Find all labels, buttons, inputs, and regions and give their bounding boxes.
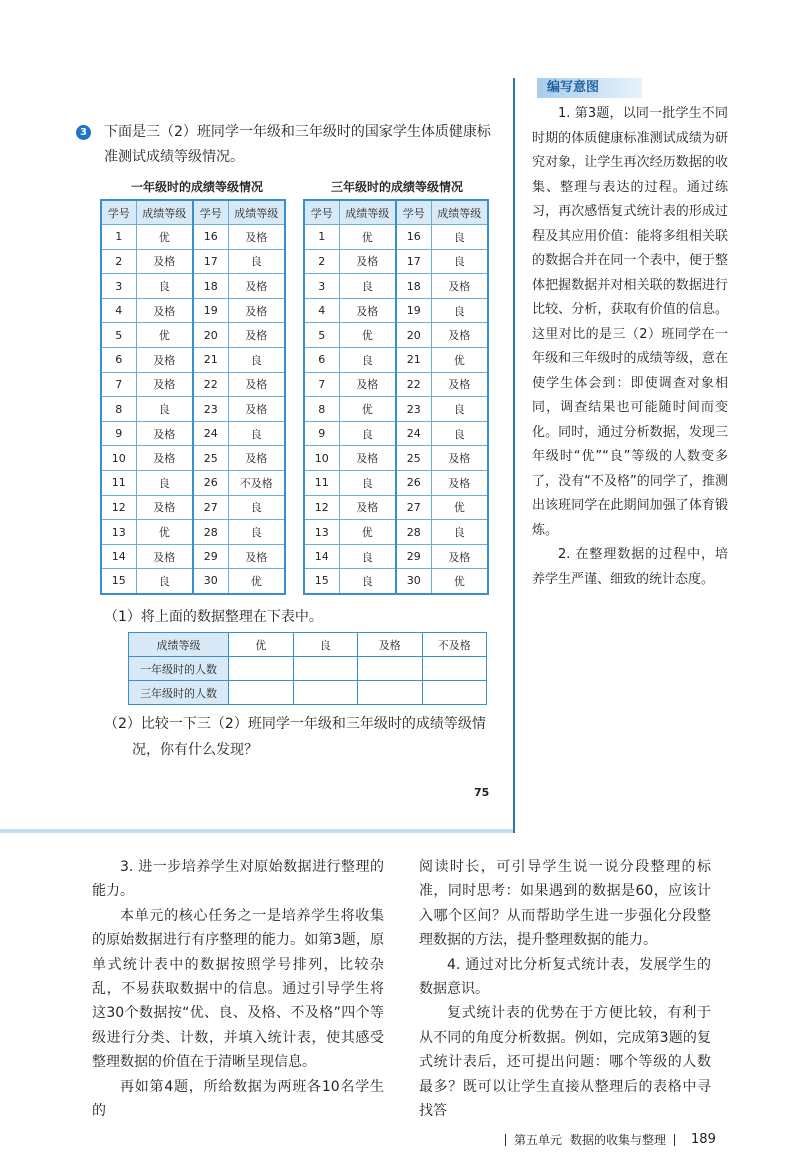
grade-level-cell: 良	[431, 225, 488, 250]
student-id-cell: 1	[101, 225, 136, 250]
grade-level-cell: 优	[228, 569, 285, 594]
grade-row	[101, 397, 285, 422]
grade-header-cell: 学号	[396, 200, 431, 225]
summary-empty-cell	[422, 657, 487, 681]
grade-level-cell: 优	[431, 495, 488, 520]
grade-header-cell: 学号	[193, 200, 228, 225]
question-2	[104, 711, 504, 763]
textbook-page-number: 75	[474, 786, 490, 799]
textbook-page-figure	[0, 78, 515, 833]
grade3-table-title: 三年级时的成绩等级情况	[331, 180, 464, 194]
student-id-cell: 11	[304, 471, 339, 496]
student-id-cell: 18	[193, 274, 228, 299]
grade-row	[101, 544, 285, 569]
problem-3	[76, 120, 501, 170]
student-id-cell: 5	[304, 323, 339, 348]
student-id-cell: 6	[304, 348, 339, 373]
student-id-cell: 25	[396, 446, 431, 471]
student-id-cell: 18	[396, 274, 431, 299]
grade-row	[304, 569, 488, 594]
grade-row	[304, 421, 488, 446]
summary-header-cell: 及格	[358, 633, 423, 657]
grade-row	[304, 471, 488, 496]
student-id-cell: 19	[396, 298, 431, 323]
grade-level-cell: 及格	[228, 397, 285, 422]
grade-row	[304, 298, 488, 323]
grade-level-cell: 良	[431, 298, 488, 323]
body-paragraph: 3. 进一步培养学生对原始数据进行整理的能力。	[92, 859, 384, 900]
student-id-cell: 2	[304, 249, 339, 274]
body-paragraph: 阅读时长，可引导学生说一说分段整理的标准，同时思考：如果遇到的数据是60，应该计入哪个区间？从而帮助学生进一步强化分段整理数据的方法，提升整理数据的能力。	[419, 859, 711, 949]
student-id-cell: 10	[101, 446, 136, 471]
student-id-cell: 16	[396, 225, 431, 250]
student-id-cell: 29	[396, 544, 431, 569]
grade-level-cell: 优	[339, 323, 396, 348]
grade-row	[304, 249, 488, 274]
summary-header-cell: 优	[229, 633, 294, 657]
grade-row	[101, 520, 285, 545]
problem-text-line1: 下面是三（2）班同学一年级和三年级时的国家学生体质健康标	[104, 124, 491, 140]
grade-level-cell: 良	[339, 421, 396, 446]
student-id-cell: 28	[396, 520, 431, 545]
student-id-cell: 17	[396, 249, 431, 274]
student-id-cell: 21	[193, 348, 228, 373]
grade-level-cell: 优	[431, 569, 488, 594]
student-id-cell: 24	[396, 421, 431, 446]
grade-level-cell: 良	[431, 249, 488, 274]
grade-header-cell: 成绩等级	[431, 200, 488, 225]
grade-row	[101, 298, 285, 323]
grade-level-cell: 良	[431, 421, 488, 446]
grade-level-cell: 良	[136, 397, 193, 422]
student-id-cell: 20	[193, 323, 228, 348]
grade-row	[304, 446, 488, 471]
grade-header-cell: 成绩等级	[136, 200, 193, 225]
grade-level-cell: 及格	[136, 421, 193, 446]
footer-divider	[505, 1134, 506, 1146]
page-footer	[505, 1131, 716, 1148]
summary-row-label: 一年级时的人数	[129, 657, 229, 681]
student-id-cell: 4	[304, 298, 339, 323]
student-id-cell: 2	[101, 249, 136, 274]
grade1-table	[100, 199, 286, 595]
student-id-cell: 12	[304, 495, 339, 520]
grade-header-row	[304, 200, 488, 225]
grade-row	[304, 495, 488, 520]
student-id-cell: 12	[101, 495, 136, 520]
grade-level-cell: 良	[339, 471, 396, 496]
summary-empty-cell	[229, 681, 294, 705]
side-note-title: 编写意图	[537, 78, 642, 98]
grade-level-cell: 良	[228, 421, 285, 446]
grade-level-cell: 及格	[136, 348, 193, 373]
student-id-cell: 3	[304, 274, 339, 299]
student-id-cell: 29	[193, 544, 228, 569]
summary-header-cell: 成绩等级	[129, 633, 229, 657]
grade-level-cell: 及格	[228, 323, 285, 348]
body-paragraph: 再如第4题，所给数据为两班各10名学生的	[92, 1078, 384, 1120]
grade-row	[304, 323, 488, 348]
grade-level-cell: 及格	[136, 495, 193, 520]
student-id-cell: 23	[396, 397, 431, 422]
grade-row	[304, 225, 488, 250]
grade-level-cell: 及格	[136, 446, 193, 471]
student-id-cell: 15	[101, 569, 136, 594]
grade-level-cell: 及格	[228, 372, 285, 397]
grade-level-cell: 优	[431, 348, 488, 373]
summary-empty-cell	[358, 657, 423, 681]
grade-level-cell: 及格	[339, 372, 396, 397]
student-id-cell: 14	[304, 544, 339, 569]
student-id-cell: 7	[304, 372, 339, 397]
body-column-right	[419, 855, 711, 1123]
student-id-cell: 13	[304, 520, 339, 545]
grade-row	[101, 323, 285, 348]
grade-level-cell: 良	[431, 520, 488, 545]
grade-row	[101, 274, 285, 299]
grade-level-cell: 优	[136, 225, 193, 250]
grade-header-cell: 学号	[304, 200, 339, 225]
page-edge	[0, 829, 513, 833]
grade-level-cell: 良	[136, 569, 193, 594]
student-id-cell: 17	[193, 249, 228, 274]
grade-row	[304, 544, 488, 569]
grade-level-cell: 及格	[228, 274, 285, 299]
grade-level-cell: 良	[228, 249, 285, 274]
grade-header-cell: 成绩等级	[339, 200, 396, 225]
grade-level-cell: 优	[339, 225, 396, 250]
question-1: （1）将上面的数据整理在下表中。	[104, 609, 323, 625]
student-id-cell: 21	[396, 348, 431, 373]
grade-header-cell: 学号	[101, 200, 136, 225]
student-id-cell: 3	[101, 274, 136, 299]
student-id-cell: 22	[193, 372, 228, 397]
student-id-cell: 30	[396, 569, 431, 594]
summary-header-cell: 良	[293, 633, 358, 657]
student-id-cell: 13	[101, 520, 136, 545]
grade-level-cell: 及格	[339, 446, 396, 471]
grade-row	[304, 397, 488, 422]
summary-row-label: 三年级时的人数	[129, 681, 229, 705]
side-note-paragraph: 1. 第3题，以同一批学生不同时期的体质健康标准测试成绩为研究对象，让学生再次经历数据的收集、整理与表达的过程。通过练习，再次感悟复式统计表的形成过程及其应用价值：能将多组相关联的数据合并在同一个表中，便于整体把握数据并对相关联的数据进行比较、分析，获取有价值的信息。这里对比的是三（2）班同学在一年级和三年级时的成绩等级，意在使学生体会到：即使调查对象相同，调查结果也可能随时间而变化。同时，通过分析数据，发现三年级时“优”“良”等级的人数变多了，没有“不及格”的同学了，推测出该班同学在此期间加强了体育锻炼。	[532, 106, 728, 538]
grade-row	[101, 348, 285, 373]
side-notes	[532, 102, 728, 592]
student-id-cell: 30	[193, 569, 228, 594]
grade-row	[101, 372, 285, 397]
student-id-cell: 19	[193, 298, 228, 323]
summary-table	[128, 632, 487, 705]
grade-row	[101, 495, 285, 520]
grade-header-row	[101, 200, 285, 225]
summary-header-row	[129, 633, 487, 657]
student-id-cell: 1	[304, 225, 339, 250]
student-id-cell: 14	[101, 544, 136, 569]
footer-unit: 第五单元	[514, 1133, 563, 1147]
student-id-cell: 8	[101, 397, 136, 422]
footer-divider	[674, 1134, 675, 1146]
grade-level-cell: 及格	[339, 495, 396, 520]
student-id-cell: 11	[101, 471, 136, 496]
student-id-cell: 9	[101, 421, 136, 446]
problem-text-line2: 准测试成绩等级情况。	[104, 149, 244, 165]
grade-level-cell: 及格	[228, 298, 285, 323]
grade-row	[304, 372, 488, 397]
grade-row	[101, 249, 285, 274]
grade-level-cell: 良	[136, 274, 193, 299]
summary-row-grade1	[129, 657, 487, 681]
summary-empty-cell	[358, 681, 423, 705]
grade-level-cell: 及格	[431, 471, 488, 496]
grade1-table-title: 一年级时的成绩等级情况	[131, 180, 264, 194]
grade-level-cell: 良	[228, 348, 285, 373]
question-2-line1: （2）比较一下三（2）班同学一年级和三年级时的成绩等级情	[104, 716, 486, 732]
grade-level-cell: 及格	[339, 249, 396, 274]
grade-level-cell: 及格	[431, 544, 488, 569]
summary-header-cell: 不及格	[422, 633, 487, 657]
grade-level-cell: 良	[228, 495, 285, 520]
grade-level-cell: 及格	[431, 372, 488, 397]
grade-row	[101, 446, 285, 471]
student-id-cell: 7	[101, 372, 136, 397]
body-paragraph: 4. 通过对比分析复式统计表，发展学生的数据意识。	[419, 956, 711, 998]
body-paragraph: 本单元的核心任务之一是培养学生将收集的原始数据进行有序整理的能力。如第3题，原单式统计表中的数据按照学号排列，比较杂乱，不易获取数据中的信息。通过引导学生将这30个数据按“优、良、及格、不及格”四个等级进行分类、计数，并填入统计表，使其感受整理数据的价值在于清晰呈现信息。	[92, 907, 384, 1071]
grade-level-cell: 及格	[136, 372, 193, 397]
student-id-cell: 16	[193, 225, 228, 250]
grade-level-cell: 及格	[228, 225, 285, 250]
grade-row	[101, 471, 285, 496]
student-id-cell: 26	[396, 471, 431, 496]
student-id-cell: 27	[193, 495, 228, 520]
student-id-cell: 9	[304, 421, 339, 446]
summary-empty-cell	[229, 657, 294, 681]
question-2-line2: 况，你有什么发现？	[132, 742, 258, 758]
grade-level-cell: 及格	[228, 446, 285, 471]
student-id-cell: 15	[304, 569, 339, 594]
summary-empty-cell	[422, 681, 487, 705]
student-id-cell: 8	[304, 397, 339, 422]
grade-row	[101, 569, 285, 594]
student-id-cell: 24	[193, 421, 228, 446]
grade-level-cell: 及格	[431, 274, 488, 299]
grade-level-cell: 及格	[136, 298, 193, 323]
grade3-table	[303, 199, 489, 595]
grade-level-cell: 良	[339, 544, 396, 569]
grade-row	[101, 225, 285, 250]
grade-level-cell: 及格	[136, 249, 193, 274]
grade-level-cell: 良	[136, 471, 193, 496]
body-paragraph: 复式统计表的优势在于方便比较，有利于从不同的角度分析数据。例如，完成第3题的复式统计表后，还可提出问题：哪个等级的人数最多？既可以让学生直接从整理后的表格中寻找答	[419, 1005, 711, 1120]
grade-level-cell: 及格	[136, 544, 193, 569]
grade-level-cell: 良	[339, 274, 396, 299]
grade-header-cell: 成绩等级	[228, 200, 285, 225]
grade-level-cell: 良	[339, 348, 396, 373]
grade-row	[304, 348, 488, 373]
summary-row-grade3	[129, 681, 487, 705]
grade-level-cell: 及格	[431, 446, 488, 471]
student-id-cell: 27	[396, 495, 431, 520]
grade-level-cell: 良	[431, 397, 488, 422]
problem-number-badge: 3	[76, 125, 91, 140]
side-note-paragraph: 2. 在整理数据的过程中，培养学生严谨、细致的统计态度。	[532, 547, 728, 587]
grade-level-cell: 及格	[228, 544, 285, 569]
student-id-cell: 25	[193, 446, 228, 471]
grade-row	[101, 421, 285, 446]
student-id-cell: 26	[193, 471, 228, 496]
student-id-cell: 22	[396, 372, 431, 397]
student-id-cell: 23	[193, 397, 228, 422]
grade-level-cell: 及格	[431, 323, 488, 348]
grade-level-cell: 优	[339, 397, 396, 422]
footer-unit-title: 数据的收集与整理	[570, 1133, 667, 1147]
student-id-cell: 20	[396, 323, 431, 348]
grade-level-cell: 优	[136, 323, 193, 348]
grade-level-cell: 及格	[339, 298, 396, 323]
body-column-left	[92, 855, 384, 1123]
student-id-cell: 10	[304, 446, 339, 471]
grade-level-cell: 不及格	[228, 471, 285, 496]
student-id-cell: 28	[193, 520, 228, 545]
page-number: 189	[691, 1132, 716, 1147]
grade-row	[304, 520, 488, 545]
student-id-cell: 6	[101, 348, 136, 373]
summary-empty-cell	[293, 657, 358, 681]
grade-level-cell: 优	[136, 520, 193, 545]
summary-empty-cell	[293, 681, 358, 705]
student-id-cell: 4	[101, 298, 136, 323]
grade-level-cell: 良	[228, 520, 285, 545]
student-id-cell: 5	[101, 323, 136, 348]
grade-level-cell: 良	[339, 569, 396, 594]
grade-row	[304, 274, 488, 299]
grade-level-cell: 优	[339, 520, 396, 545]
